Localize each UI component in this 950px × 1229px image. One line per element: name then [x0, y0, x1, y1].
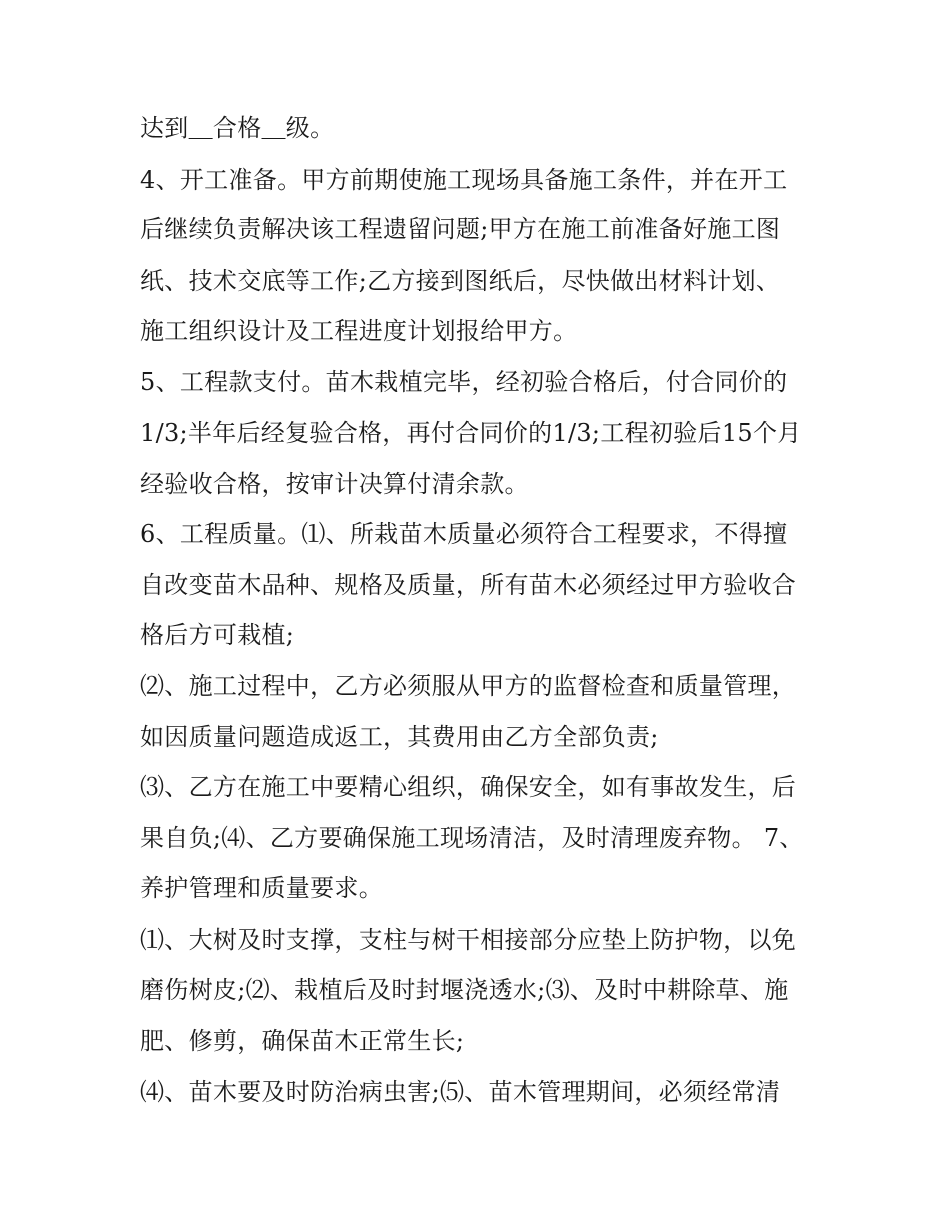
- text-line: 自改变苗木品种、规格及质量，所有苗木必须经过甲方验收合: [140, 571, 797, 599]
- text-line: ⑷、苗木要及时防治病虫害;⑸、苗木管理期间，必须经常清: [140, 1078, 781, 1106]
- text-line: 1/3;半年后经复验合格，再付合同价的1/3;工程初验后15个月: [140, 419, 802, 447]
- text-line: 4、开工准备。甲方前期使施工现场具备施工条件，并在开工: [140, 166, 788, 194]
- text-line: 肥、修剪，确保苗木正常生长;: [140, 1027, 465, 1055]
- text-line: 达到＿合格＿级。: [140, 114, 335, 142]
- text-line: 经验收合格，按审计决算付清余款。: [140, 470, 529, 498]
- text-line: 果自负;⑷、乙方要确保施工现场清洁，及时清理废弃物。 7、: [140, 824, 804, 852]
- text-line: 格后方可栽植;: [140, 621, 295, 649]
- text-line: ⑵、施工过程中，乙方必须服从甲方的监督检查和质量管理，: [140, 672, 797, 700]
- text-line: ⑶、乙方在施工中要精心组织，确保安全，如有事故发生，后: [140, 773, 797, 801]
- text-line: 后继续负责解决该工程遗留问题;甲方在施工前准备好施工图: [140, 215, 781, 243]
- text-line: 磨伤树皮;⑵、栽植后及时封堰浇透水;⑶、及时中耕除草、施: [140, 976, 789, 1004]
- text-line: ⑴、大树及时支撑，支柱与树干相接部分应垫上防护物，以免: [140, 926, 797, 954]
- text-line: 养护管理和质量要求。: [140, 874, 383, 902]
- text-line: 如因质量问题造成返工，其费用由乙方全部负责;: [140, 723, 659, 751]
- text-line: 纸、技术交底等工作;乙方接到图纸后，尽快做出材料计划、: [140, 267, 781, 295]
- text-line: 6、工程质量。⑴、所栽苗木质量必须符合工程要求，不得擅: [140, 520, 788, 548]
- text-line: 施工组织设计及工程进度计划报给甲方。: [140, 317, 578, 345]
- text-line: 5、工程款支付。苗木栽植完毕，经初验合格后，付合同价的: [140, 368, 788, 396]
